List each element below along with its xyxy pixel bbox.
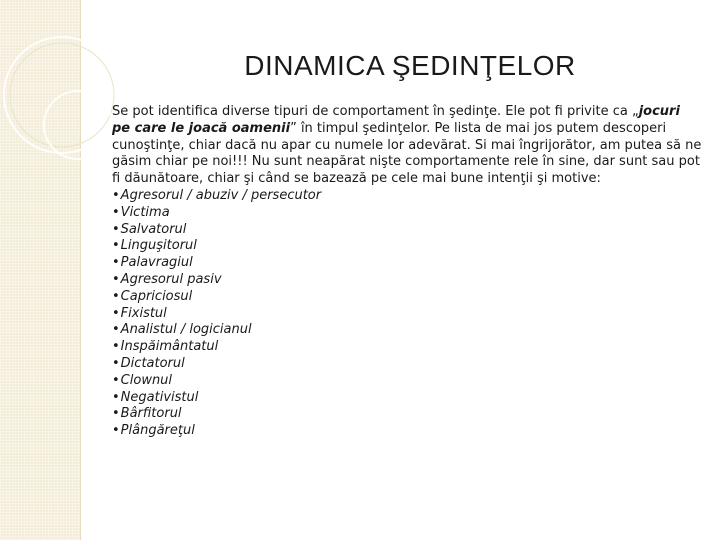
list-item: •Analistul / logicianul xyxy=(112,322,252,338)
list-item: •Agresorul pasiv xyxy=(112,271,222,287)
list-item: •Inspăimântatul xyxy=(112,339,219,355)
bullet-icon: • xyxy=(112,255,120,271)
bullet-icon: • xyxy=(112,389,120,405)
list-item: •Fixistul xyxy=(112,305,167,321)
bullet-icon: • xyxy=(112,305,120,321)
bullet-icon: • xyxy=(112,406,120,422)
bullet-icon: • xyxy=(112,322,120,338)
list-item: •Salvatorul xyxy=(112,221,187,237)
slide-title: DINAMICA ŞEDINŢELOR xyxy=(244,50,576,81)
bullet-icon: • xyxy=(112,204,120,220)
intro-text-end: ” în timpul şedinţelor. Pe lista de mai jos putem descoperi cunoştinţe, chiar dacă nu apar cu numele lor adevărat. Si mai îngrijorător, am putea să ne găsim chiar pe noi!!! Nu sunt neapărat nişte comportamente rele în sine, dar sunt sau pot fi dăunătoare, chiar şi când se bazează pe cele mai bune intenţii şi motive: xyxy=(112,120,702,187)
bullet-icon: • xyxy=(112,423,120,439)
list-item: •Plângăreţul xyxy=(112,423,195,439)
list-item: •Linguşitorul xyxy=(112,238,197,254)
intro-text-start: Se pot identifica diverse tipuri de comportament în şedinţe. Ele pot fi privite ca „ xyxy=(112,104,639,119)
behavior-list xyxy=(112,188,702,440)
list-item: •Bârfitorul xyxy=(112,406,182,422)
bullet-icon: • xyxy=(112,187,120,203)
bullet-icon: • xyxy=(112,271,120,287)
bullet-icon: • xyxy=(112,221,120,237)
intro-emphasis: jocuri pe care le joacă oamenii xyxy=(112,104,680,136)
bullet-icon: • xyxy=(112,339,120,355)
list-item: •Agresorul / abuziv / persecutor xyxy=(112,187,322,203)
intro-paragraph xyxy=(112,104,702,188)
list-item: •Negativistul xyxy=(112,389,199,405)
bullet-icon: • xyxy=(112,238,120,254)
list-item: •Victima xyxy=(112,204,170,220)
bullet-icon: • xyxy=(112,288,120,304)
slide-body xyxy=(112,104,702,440)
list-item: •Palavragiul xyxy=(112,255,193,271)
list-item: •Dictatorul xyxy=(112,355,185,371)
list-item: •Clownul xyxy=(112,372,173,388)
bullet-icon: • xyxy=(112,372,120,388)
list-item: •Capriciosul xyxy=(112,288,193,304)
bullet-icon: • xyxy=(112,355,120,371)
deco-ring-small xyxy=(44,91,112,159)
